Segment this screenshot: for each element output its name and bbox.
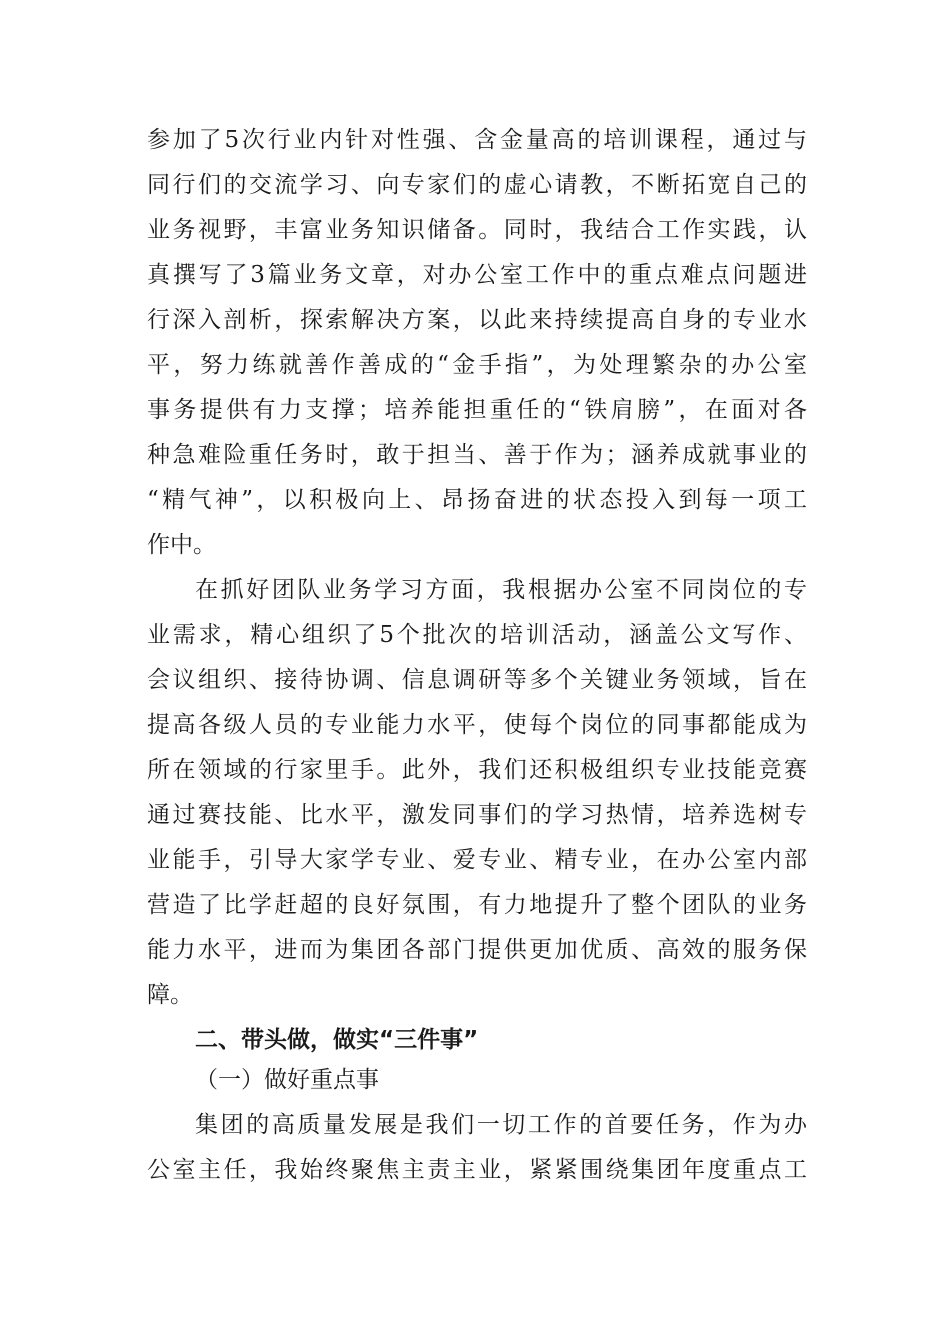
paragraph-line: 障。 (147, 982, 193, 1008)
paragraph-line: 能力水平，进而为集团各部门提供更加优质、高效的服务保 (147, 937, 807, 963)
paragraph-line: 会议组织、接待协调、信息调研等多个关键业务领域，旨在 (147, 667, 807, 693)
paragraph-line: 所在领域的行家里手。此外，我们还积极组织专业技能竞赛 (147, 757, 807, 783)
paragraph-line: 参加了5次行业内针对性强、含金量高的培训课程，通过与 (147, 127, 807, 153)
paragraph-line: 同行们的交流学习、向专家们的虚心请教，不断拓宽自己的 (147, 172, 807, 198)
section-heading: 二、带头做，做实“三件事” (195, 1027, 479, 1053)
paragraph-line: 在抓好团队业务学习方面，我根据办公室不同岗位的专 (195, 577, 807, 603)
paragraph-line: 事务提供有力支撑；培养能担重任的“铁肩膀”，在面对各 (147, 397, 807, 423)
paragraph-line: 营造了比学赶超的良好氛围，有力地提升了整个团队的业务 (147, 892, 807, 918)
paragraph-line: “精气神”，以积极向上、昂扬奋进的状态投入到每一项工 (147, 487, 807, 513)
paragraph-line: 公室主任，我始终聚焦主责主业，紧紧围绕集团年度重点工 (147, 1157, 807, 1183)
paragraph-line: 作中。 (147, 532, 216, 558)
paragraph-line: 通过赛技能、比水平，激发同事们的学习热情，培养选树专 (147, 802, 807, 828)
paragraph-line: 业需求，精心组织了5个批次的培训活动，涵盖公文写作、 (147, 622, 807, 648)
paragraph-line: 业能手，引导大家学专业、爱专业、精专业，在办公室内部 (147, 847, 807, 873)
paragraph-line: 种急难险重任务时，敢于担当、善于作为；涵养成就事业的 (147, 442, 807, 468)
paragraph-line: 提高各级人员的专业能力水平，使每个岗位的同事都能成为 (147, 712, 807, 738)
subsection-heading: （一）做好重点事 (195, 1067, 379, 1093)
paragraph-line: 行深入剖析，探索解决方案，以此来持续提高自身的专业水 (147, 307, 807, 333)
paragraph-line: 业务视野，丰富业务知识储备。同时，我结合工作实践，认 (147, 217, 807, 243)
paragraph-line: 平，努力练就善作善成的“金手指”，为处理繁杂的办公室 (147, 352, 807, 378)
paragraph-line: 真撰写了3篇业务文章，对办公室工作中的重点难点问题进 (147, 262, 807, 288)
paragraph-line: 集团的高质量发展是我们一切工作的首要任务，作为办 (195, 1112, 807, 1138)
